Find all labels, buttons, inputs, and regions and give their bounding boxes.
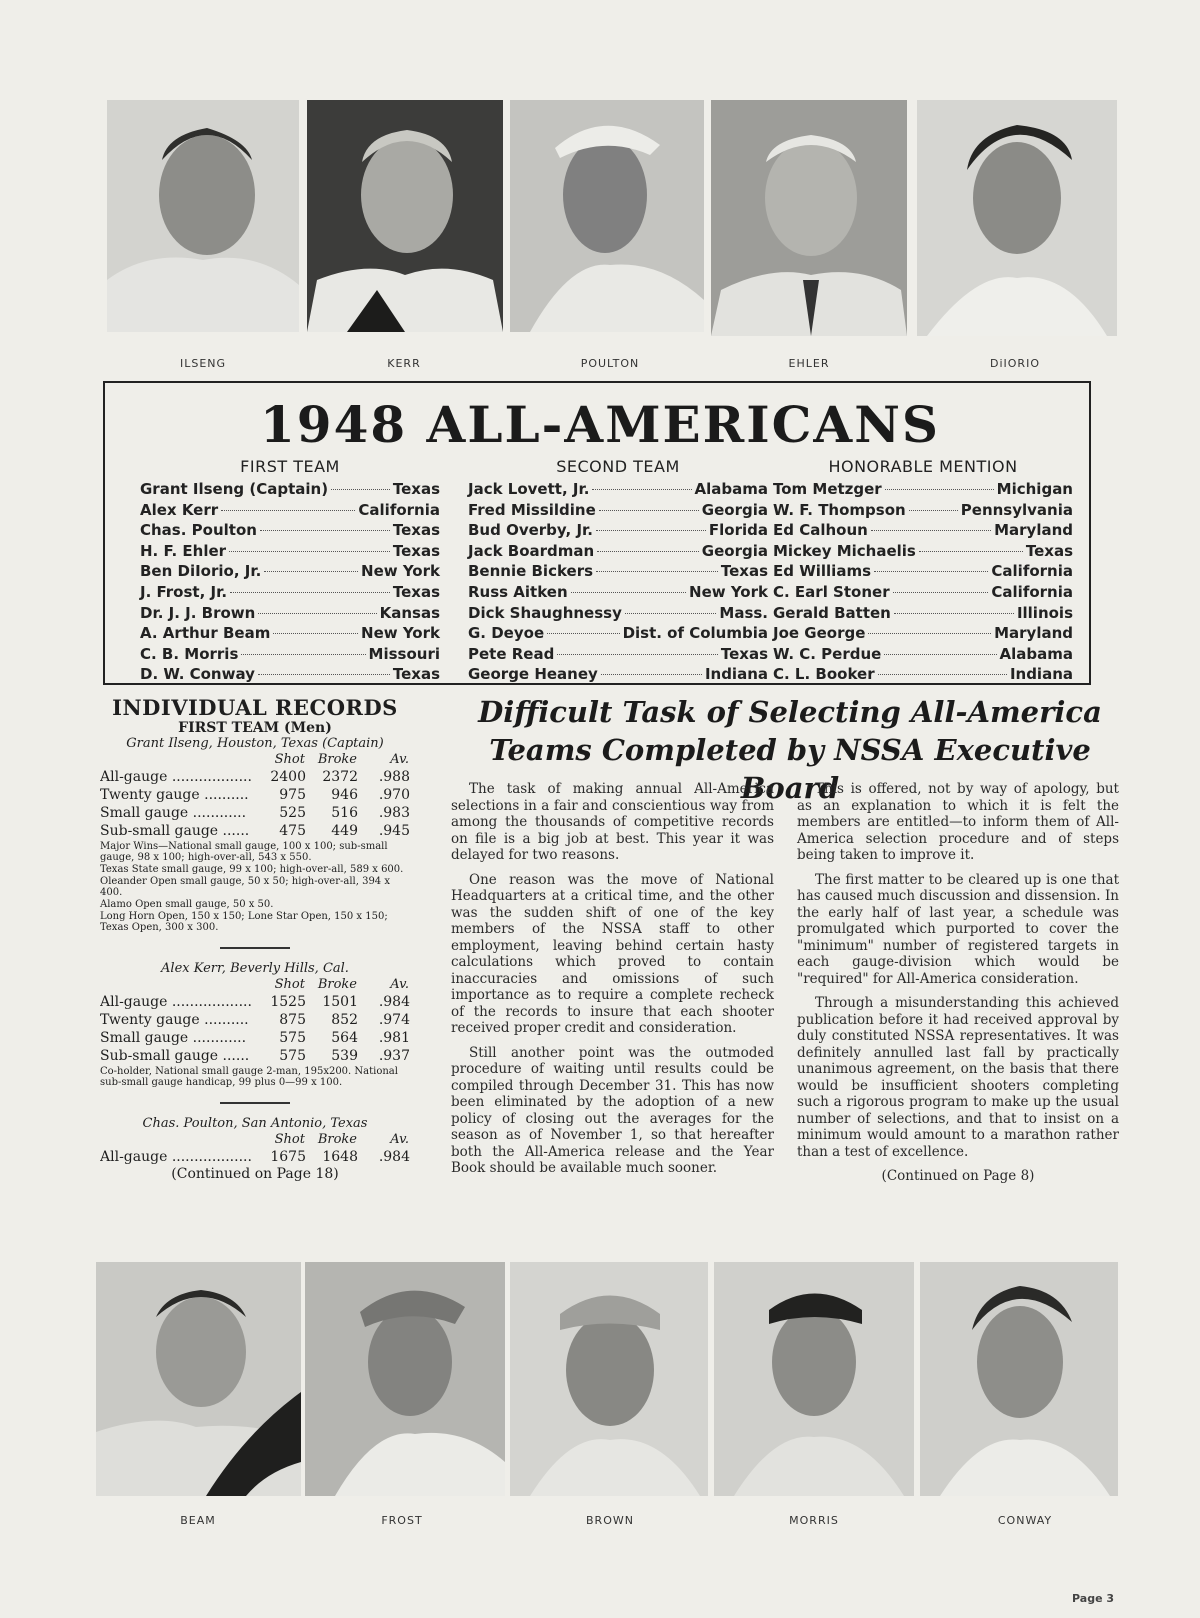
photo-kerr: [307, 100, 503, 332]
article-paragraph: This is offered, not by way of apology, but as an explanation to which it is felt the members are entitled—to inform them of All-America selection procedure and of steps being taken to improve it.: [797, 781, 1119, 863]
portrait-kerr: [307, 100, 503, 332]
member-name: Ed Williams: [773, 562, 871, 581]
member-state: Missouri: [368, 644, 440, 663]
member-name: Ben DiIorio, Jr.: [140, 562, 262, 581]
shooter-name: Alex Kerr, Beverly Hills, Cal.: [161, 961, 349, 976]
photo-ilseng: [107, 100, 299, 332]
stat-average: .970: [378, 787, 410, 803]
member-name: Pete Read: [468, 644, 555, 663]
leader-dots: [601, 674, 702, 675]
leader-dots: [894, 613, 1014, 614]
leader-dots: [230, 592, 390, 593]
member-state: Texas: [392, 665, 440, 684]
member-name: C. L. Booker: [773, 665, 875, 684]
stat-shot: 1675: [270, 1149, 306, 1165]
team-member: [140, 665, 440, 686]
second-team-heading: SECOND TEAM: [556, 457, 680, 476]
member-state: Texas: [720, 644, 768, 663]
team-member: [468, 665, 768, 686]
stat-average: .974: [378, 1012, 410, 1028]
leader-dots: [885, 489, 994, 490]
article-paragraph: Still another point was the outmoded procedure of waiting until results could be compiled through December 31. This has now been eliminated by the adoption of a new policy of closing out the averages for the season as of November 1, so that hereafter both the All-America release and the Year Book should be available much sooner.: [451, 1044, 774, 1176]
leader-dots: [258, 613, 376, 614]
stat-average: .945: [378, 823, 410, 839]
stats-row: [100, 822, 410, 840]
honorable-mention-heading: HONORABLE MENTION: [828, 457, 1018, 476]
photo-frost: [305, 1262, 505, 1496]
stat-average: .981: [378, 1030, 410, 1046]
member-state: California: [358, 500, 440, 519]
stats-table: [100, 1131, 410, 1166]
member-name: George Heaney: [468, 665, 598, 684]
member-state: Texas: [720, 562, 768, 581]
stats-row: [100, 1148, 410, 1166]
stat-broke: 1501: [322, 994, 358, 1010]
team-member: [773, 521, 1073, 542]
caption-conway: CONWAY: [997, 1514, 1053, 1527]
stat-broke: 852: [331, 1012, 358, 1028]
record-note: Alamo Open small gauge, 50 x 50.: [100, 899, 274, 910]
member-state: Kansas: [379, 603, 440, 622]
leader-dots: [241, 654, 365, 655]
stat-average: .988: [378, 769, 410, 785]
member-name: Dick Shaughnessy: [468, 603, 622, 622]
stat-label: Twenty gauge ..........: [100, 1012, 249, 1028]
photo-conway: [920, 1262, 1118, 1496]
member-state: Texas: [392, 480, 440, 498]
team-member: [773, 665, 1073, 686]
team-member: [468, 583, 768, 604]
stat-label: All-gauge ..................: [100, 994, 252, 1010]
stat-broke: 2372: [322, 769, 358, 785]
leader-dots: [919, 551, 1023, 552]
member-name: Jack Lovett, Jr.: [468, 480, 590, 498]
stat-label: All-gauge ..................: [100, 769, 252, 785]
leader-dots: [260, 530, 390, 531]
leader-dots: [597, 551, 699, 552]
article-continued: (Continued on Page 8): [881, 1168, 1035, 1184]
records-continued: (Continued on Page 18): [171, 1166, 339, 1182]
member-state: Indiana: [1009, 665, 1073, 684]
leader-dots: [878, 674, 1007, 675]
leader-dots: [258, 674, 390, 675]
leader-dots: [592, 489, 691, 490]
stat-shot: 2400: [270, 769, 306, 785]
leader-dots: [229, 551, 390, 552]
stat-broke: 449: [331, 823, 358, 839]
article-column-1: [451, 781, 774, 1185]
leader-dots: [331, 489, 390, 490]
record-note: Co-holder, National small gauge 2-man, 195x200. National sub-small gauge handicap, 99 plus 0—99 x 100.: [100, 1066, 398, 1088]
member-name: D. W. Conway: [140, 665, 255, 684]
leader-dots: [547, 633, 619, 634]
stat-shot: 525: [279, 805, 306, 821]
member-state: Georgia: [701, 500, 768, 519]
caption-kerr: KERR: [387, 357, 421, 370]
stat-label: Twenty gauge ..........: [100, 787, 249, 803]
caption-diiorio: DiIORIO: [990, 357, 1040, 370]
member-state: Texas: [1025, 541, 1073, 560]
stat-average: .983: [378, 805, 410, 821]
member-name: Alex Kerr: [140, 500, 219, 519]
stat-average: .984: [378, 1149, 410, 1165]
member-state: New York: [689, 582, 768, 601]
stats-blank-header: [100, 976, 254, 993]
stat-broke: 539: [331, 1048, 358, 1064]
first-team-column: [140, 457, 440, 686]
leader-dots: [909, 510, 958, 511]
leader-dots: [625, 613, 717, 614]
stat-label: All-gauge ..................: [100, 1149, 252, 1165]
stat-label: Small gauge ............: [100, 805, 247, 821]
stats-col-header: Shot: [274, 977, 305, 992]
team-member: [468, 521, 768, 542]
portrait-beam: [96, 1262, 301, 1496]
stat-shot: 875: [279, 1012, 306, 1028]
member-name: H. F. Ehler: [140, 541, 227, 560]
member-state: Dist. of Columbia: [622, 624, 768, 643]
leader-dots: [599, 510, 699, 511]
portrait-ehler: [711, 100, 907, 336]
stat-label: Sub-small gauge ......: [100, 1048, 250, 1064]
leader-dots: [596, 530, 706, 531]
leader-dots: [874, 571, 988, 572]
stat-shot: 1525: [270, 994, 306, 1010]
stats-row: [100, 1029, 410, 1047]
team-member: [468, 542, 768, 563]
stat-label: Sub-small gauge ......: [100, 823, 250, 839]
leader-dots: [221, 510, 355, 511]
leader-dots: [264, 571, 358, 572]
caption-brown: BROWN: [586, 1514, 634, 1527]
team-member: [140, 480, 440, 501]
stats-row: [100, 1047, 410, 1065]
leader-dots: [571, 592, 686, 593]
leader-dots: [893, 592, 989, 593]
portrait-ilseng: [107, 100, 299, 332]
stats-blank-header: [100, 1131, 254, 1148]
member-name: Russ Aitken: [468, 582, 568, 601]
records-subheading: FIRST TEAM (Men): [178, 720, 332, 736]
photo-brown: [510, 1262, 708, 1496]
member-state: Texas: [392, 582, 440, 601]
member-name: G. Deyoe: [468, 624, 545, 643]
member-state: Maryland: [994, 624, 1073, 643]
stats-col-header: Av.: [390, 977, 409, 992]
article-paragraph: The task of making annual All-America selections in a fair and conscientious way from among the thousands of competitive records on file is a big job at best. This year it was delayed for two reasons.: [451, 781, 774, 863]
stats-col-header: Shot: [274, 1132, 305, 1147]
member-state: Georgia: [701, 541, 768, 560]
member-name: Mickey Michaelis: [773, 541, 916, 560]
stats-col-header: Broke: [317, 1132, 357, 1147]
photo-ehler: [711, 100, 907, 336]
shooter-name: Chas. Poulton, San Antonio, Texas: [142, 1116, 368, 1131]
team-member: [468, 480, 768, 501]
team-member: [140, 501, 440, 522]
stats-col-header: Broke: [317, 977, 357, 992]
stats-row: [100, 786, 410, 804]
caption-ilseng: ILSENG: [179, 357, 227, 370]
team-member: [773, 604, 1073, 625]
individual-records: [100, 695, 410, 1182]
photo-morris: [714, 1262, 914, 1496]
member-name: Joe George: [773, 624, 866, 643]
member-state: Indiana: [704, 665, 768, 684]
stats-table: [100, 976, 410, 1065]
section-divider: [220, 947, 290, 949]
member-name: Fred Missildine: [468, 500, 596, 519]
shooter-name: Grant Ilseng, Houston, Texas (Captain): [126, 736, 384, 751]
member-name: W. F. Thompson: [773, 500, 906, 519]
stat-average: .984: [378, 994, 410, 1010]
caption-poulton: POULTON: [580, 357, 640, 370]
stat-broke: 1648: [322, 1149, 358, 1165]
stats-col-header: Broke: [317, 752, 357, 767]
team-member: [773, 645, 1073, 666]
member-name: Bennie Bickers: [468, 562, 594, 581]
caption-frost: FROST: [381, 1514, 423, 1527]
member-state: Florida: [708, 521, 768, 540]
team-member: [773, 562, 1073, 583]
stats-col-header: Av.: [390, 1132, 409, 1147]
records-heading: INDIVIDUAL RECORDS: [112, 695, 398, 720]
stat-shot: 575: [279, 1048, 306, 1064]
member-state: California: [991, 562, 1073, 581]
member-state: Mass.: [719, 603, 768, 622]
member-name: Chas. Poulton: [140, 521, 257, 540]
team-member: [468, 645, 768, 666]
member-state: New York: [361, 562, 440, 581]
team-member: [468, 562, 768, 583]
page-number: Page 3: [1072, 1592, 1115, 1605]
leader-dots: [868, 633, 991, 634]
stats-row: [100, 993, 410, 1011]
article-column-2: [797, 781, 1119, 1193]
stats-row: [100, 768, 410, 786]
record-note: Oleander Open small gauge, 50 x 50; high-over-all, 394 x 400.: [100, 876, 390, 898]
member-name: Tom Metzger: [773, 480, 882, 498]
member-name: A. Arthur Beam: [140, 624, 271, 643]
member-name: J. Frost, Jr.: [140, 582, 228, 601]
photo-beam: [96, 1262, 301, 1496]
member-name: Grant Ilseng (Captain): [140, 480, 329, 498]
team-member: [140, 645, 440, 666]
stat-shot: 475: [279, 823, 306, 839]
member-name: Gerald Batten: [773, 603, 891, 622]
stats-col-header: Shot: [274, 752, 305, 767]
team-member: [140, 604, 440, 625]
leader-dots: [273, 633, 358, 634]
stat-shot: 975: [279, 787, 306, 803]
first-team-heading: FIRST TEAM: [240, 457, 340, 476]
photo-diiorio: [917, 100, 1117, 336]
member-name: W. C. Perdue: [773, 644, 882, 663]
section-divider: [220, 1102, 290, 1104]
leader-dots: [596, 571, 718, 572]
team-member: [140, 562, 440, 583]
stat-label: Small gauge ............: [100, 1030, 247, 1046]
leader-dots: [884, 654, 996, 655]
portrait-conway: [920, 1262, 1118, 1496]
record-note: Major Wins—National small gauge, 100 x 100; sub-small gauge, 98 x 100; high-over-all, 543 x 550.: [100, 841, 388, 863]
member-name: Bud Overby, Jr.: [468, 521, 593, 540]
member-name: C. Earl Stoner: [773, 582, 890, 601]
stats-row: [100, 1011, 410, 1029]
second-team-column: [468, 457, 768, 686]
stat-broke: 516: [331, 805, 358, 821]
member-name: C. B. Morris: [140, 644, 239, 663]
team-member: [140, 624, 440, 645]
leader-dots: [557, 654, 718, 655]
team-member: [468, 501, 768, 522]
stats-row: [100, 804, 410, 822]
member-state: California: [991, 582, 1073, 601]
team-member: [773, 624, 1073, 645]
team-member: [140, 521, 440, 542]
stats-col-header: Av.: [390, 752, 409, 767]
article-paragraph: One reason was the move of National Headquarters at a critical time, and the other was the sudden shift of one of the key members of the NSSA staff to other employment, leaving behind certain hasty calculations which proved to contain inaccuracies and omissions of such importance as to require a complete recheck of the records to insure that each shooter received proper credit and consideration.: [451, 871, 774, 1036]
stat-broke: 564: [331, 1030, 358, 1046]
stat-average: .937: [378, 1048, 410, 1064]
article-paragraph: Through a misunderstanding this achieved publication before it had received approval by duly constituted NSSA representatives. It was definitely annulled last fall by practically unanimous agreement, on the basis that there would be insufficient shooters completing such a rigorous program to make up the usual number of selections, and that to insist on a minimum would amount to a marathon rather than a test of excellence.: [797, 995, 1119, 1160]
stats-table: [100, 751, 410, 840]
member-state: Texas: [392, 521, 440, 540]
team-member: [773, 501, 1073, 522]
portrait-brown: [510, 1262, 708, 1496]
photo-poulton: [510, 100, 704, 332]
member-name: Jack Boardman: [468, 541, 595, 560]
record-note: Texas State small gauge, 99 x 100; high-over-all, 589 x 600.: [100, 864, 404, 875]
caption-beam: BEAM: [180, 1514, 216, 1527]
portrait-diiorio: [917, 100, 1117, 336]
caption-ehler: EHLER: [788, 357, 830, 370]
stats-blank-header: [100, 751, 254, 768]
stat-shot: 575: [279, 1030, 306, 1046]
stat-broke: 946: [331, 787, 358, 803]
article-paragraph: The first matter to be cleared up is one that has caused much discussion and dissension. In the early half of last year, a schedule was promulgated which purported to cover the "minimum" number of registered targets in each gauge-division which would be "required" for All-America consideration.: [797, 871, 1119, 987]
portrait-poulton: [510, 100, 704, 332]
record-note: Long Horn Open, 150 x 150; Lone Star Open, 150 x 150; Texas Open, 300 x 300.: [100, 911, 388, 933]
team-member: [468, 624, 768, 645]
caption-morris: MORRIS: [789, 1514, 839, 1527]
member-state: Alabama: [999, 644, 1073, 663]
honorable-mention-column: [773, 457, 1073, 686]
member-state: Maryland: [994, 521, 1073, 540]
member-state: Texas: [392, 541, 440, 560]
team-member: [468, 604, 768, 625]
team-member: [773, 542, 1073, 563]
member-state: Illinois: [1016, 603, 1073, 622]
member-state: Michigan: [996, 480, 1073, 498]
portrait-morris: [714, 1262, 914, 1496]
team-member: [773, 583, 1073, 604]
member-name: Ed Calhoun: [773, 521, 868, 540]
team-member: [140, 583, 440, 604]
leader-dots: [871, 530, 991, 531]
team-member: [140, 542, 440, 563]
member-state: New York: [361, 624, 440, 643]
article-headline: Difficult Task of Selecting All-America Teams Completed by NSSA Executive Board: [478, 695, 1102, 805]
team-member: [773, 480, 1073, 501]
page-title: 1948 ALL-AMERICANS: [259, 395, 941, 454]
member-state: Alabama: [694, 480, 768, 498]
portrait-frost: [305, 1262, 505, 1496]
member-name: Dr. J. J. Brown: [140, 603, 256, 622]
member-state: Pennsylvania: [960, 500, 1073, 519]
